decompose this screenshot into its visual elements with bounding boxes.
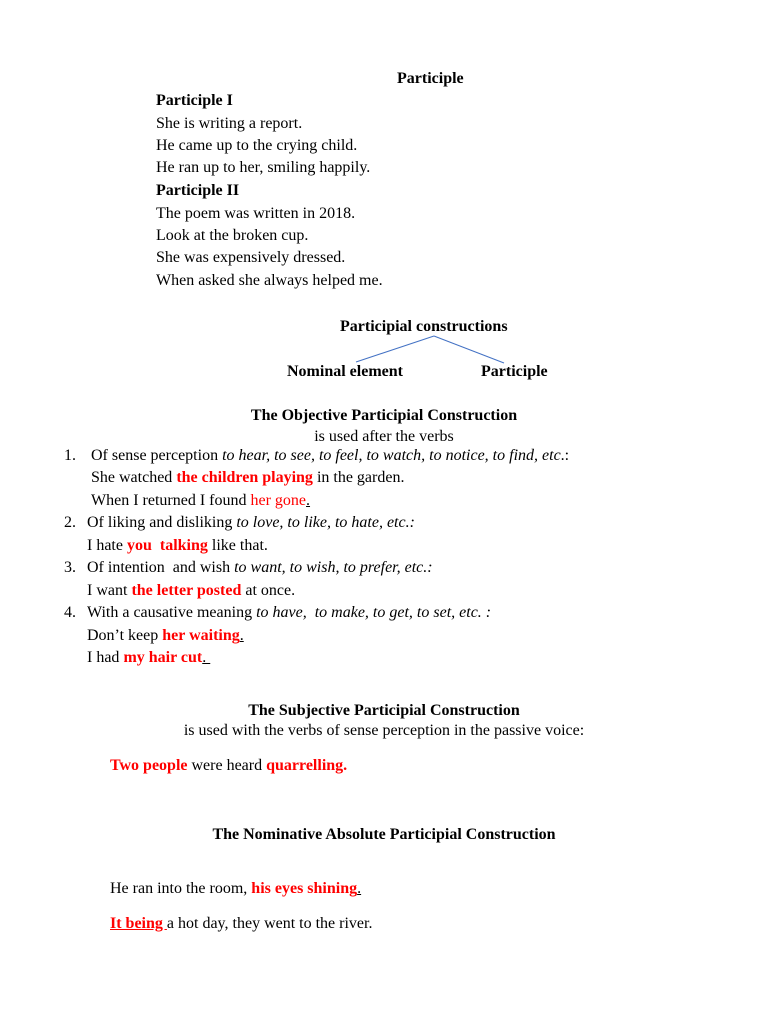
- item-intro: With a causative meaning: [87, 604, 257, 621]
- nominal-element-label: Nominal element: [287, 363, 403, 380]
- example-sentence: [110, 879, 361, 899]
- subjective-heading: The Subjective Participial Construction: [248, 702, 520, 719]
- example-text: I want: [87, 582, 132, 599]
- participle-ii-example: When asked she always helped me.: [156, 272, 383, 289]
- participle-i-example: He came up to the crying child.: [156, 137, 358, 154]
- example-text: in the garden.: [312, 469, 405, 486]
- participle-i-example: She is writing a report.: [156, 115, 303, 132]
- example-text: She watched: [91, 469, 177, 486]
- example-text: at once.: [241, 582, 296, 599]
- item-verbs: to hear, to see, to feel, to watch, to notice, to find, etc: [222, 447, 561, 464]
- example-text: When I returned I found: [91, 492, 251, 509]
- example-text: I hate: [87, 537, 127, 554]
- highlighted-construction: quarrelling.: [266, 757, 348, 774]
- item-verbs: to want, to wish, to prefer, etc.:: [234, 559, 433, 576]
- item-verbs: to love, to like, to hate, etc.:: [236, 514, 415, 531]
- example-sentence: [87, 626, 244, 646]
- constructions-heading: Participial constructions: [340, 318, 508, 335]
- example-text: a hot day, they went to the river.: [166, 915, 373, 932]
- highlighted-construction: my hair cut: [123, 649, 203, 666]
- objective-heading: The Objective Participial Construction: [250, 407, 518, 424]
- example-text: I had: [87, 649, 124, 666]
- subjective-subheading: is used with the verbs of sense perception in the passive voice:: [183, 722, 585, 739]
- nominative-heading: The Nominative Absolute Participial Construction: [212, 826, 556, 843]
- list-number: 1.: [64, 447, 76, 464]
- item-intro: Of liking and disliking: [87, 514, 237, 531]
- highlighted-construction: It being: [110, 915, 167, 932]
- page-title: Participle: [397, 70, 464, 87]
- example-sentence: [110, 914, 372, 934]
- highlighted-construction: you talking: [126, 537, 208, 554]
- example-text: .: [306, 492, 311, 509]
- example-sentence: [91, 468, 404, 488]
- example-text: .: [239, 627, 244, 644]
- participle-ii-heading: Participle II: [156, 182, 240, 199]
- example-text: .: [202, 649, 211, 666]
- example-sentence: [87, 536, 268, 556]
- example-sentence: [87, 581, 295, 601]
- list-item: [91, 446, 569, 466]
- highlighted-construction: Two people: [110, 757, 188, 774]
- participle-i-example: He ran up to her, smiling happily.: [156, 159, 371, 176]
- participle-ii-example: She was expensively dressed.: [156, 249, 346, 266]
- participle-label: Participle: [481, 363, 548, 380]
- branch-line-left: [356, 336, 434, 362]
- participle-ii-example: Look at the broken cup.: [156, 227, 309, 244]
- example-text: He ran into the room,: [110, 880, 252, 897]
- list-number: 3.: [64, 559, 76, 576]
- example-text: like that.: [207, 537, 268, 554]
- highlighted-construction: her waiting: [162, 627, 240, 644]
- example-text: .: [357, 880, 362, 897]
- participle-ii-example: The poem was written in 2018.: [156, 205, 356, 222]
- item-verbs: to have, to make, to get, to set, etc. :: [256, 604, 492, 621]
- highlighted-construction: the children playing: [176, 469, 313, 486]
- item-end: .:: [560, 447, 570, 464]
- participle-i-heading: Participle I: [156, 92, 233, 109]
- example-text: were heard: [187, 757, 267, 774]
- item-intro: Of sense perception: [91, 447, 223, 464]
- example-sentence: [87, 648, 210, 668]
- highlighted-construction: the letter posted: [131, 582, 242, 599]
- highlighted-construction: her gone: [250, 492, 307, 509]
- branch-line-right: [434, 336, 504, 363]
- list-item: [87, 558, 433, 578]
- example-sentence: [91, 491, 310, 511]
- highlighted-construction: his eyes shining: [251, 880, 358, 897]
- list-item: [87, 513, 415, 533]
- example-text: Don’t keep: [87, 627, 163, 644]
- objective-subheading: is used after the verbs: [314, 428, 454, 445]
- item-intro: Of intention and wish: [87, 559, 235, 576]
- example-sentence: [110, 756, 347, 776]
- list-number: 2.: [64, 514, 76, 531]
- list-item: [87, 603, 491, 623]
- list-number: 4.: [64, 604, 76, 621]
